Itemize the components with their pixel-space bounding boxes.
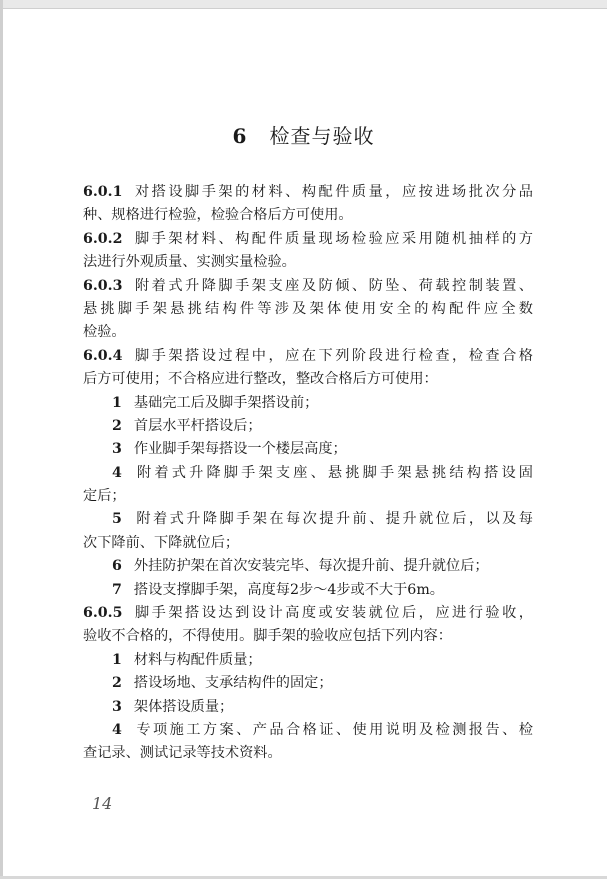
item-number: 5 xyxy=(112,511,122,528)
line-text: 法进行外观质量、实测实量检验。 xyxy=(83,254,296,271)
clause-line xyxy=(83,345,533,368)
text-line xyxy=(83,625,533,648)
line-text: 附着式升降脚手架支座及防倾、防坠、荷载控制装置、 xyxy=(132,277,533,294)
text-line xyxy=(83,485,533,508)
line-text: 脚手架搭设达到设计高度或安装就位后，应进行验收， xyxy=(132,605,533,622)
chapter-title: 检查与验收 xyxy=(269,124,375,148)
line-text: 脚手架材料、构配件质量现场检验应采用随机抽样的方 xyxy=(132,230,533,247)
line-text: 定后； xyxy=(83,488,126,505)
item-number: 1 xyxy=(112,394,122,411)
chapter-heading xyxy=(0,120,607,149)
text-line xyxy=(83,368,533,391)
item-number: 4 xyxy=(112,721,122,738)
line-text: 专项施工方案、产品合格证、使用说明及检测报告、检 xyxy=(133,721,533,738)
text-line xyxy=(83,251,533,274)
clause-line xyxy=(83,602,533,625)
clause-number: 6.0.2 xyxy=(83,230,123,247)
clause-line xyxy=(83,181,533,204)
item-number: 2 xyxy=(112,417,122,434)
list-item-line xyxy=(83,508,533,531)
text-line xyxy=(83,321,533,344)
list-item-line xyxy=(83,719,533,742)
item-number: 2 xyxy=(112,675,122,692)
scan-top-edge xyxy=(0,0,607,9)
item-number: 6 xyxy=(112,558,122,575)
list-item-line xyxy=(83,415,533,438)
line-text: 脚手架搭设过程中，应在下列阶段进行检查，检查合格 xyxy=(132,347,533,364)
text-line xyxy=(83,742,533,765)
line-text: 对搭设脚手架的材料、构配件质量，应按进场批次分品 xyxy=(132,184,533,200)
line-text: 种、规格进行检验，检验合格后方可使用。 xyxy=(83,207,353,224)
line-text: 后方可使用；不合格应进行整改，整改合格后方可使用： xyxy=(83,371,438,388)
line-text: 查记录、测试记录等技术资料。 xyxy=(83,745,282,762)
list-item-line xyxy=(83,672,533,695)
line-text: 外挂防护架在首次安装完毕、每次提升前、提升就位后； xyxy=(133,558,489,575)
line-text: 检验。 xyxy=(83,324,126,341)
clause-number: 6.0.5 xyxy=(83,605,123,622)
clause-number: 6.0.4 xyxy=(83,347,123,364)
line-text: 悬挑脚手架悬挑结构件等涉及架体使用安全的构配件应全数 xyxy=(83,300,533,317)
clause-line xyxy=(83,228,533,251)
clause-line xyxy=(83,275,533,298)
item-number: 3 xyxy=(112,698,122,715)
item-number: 3 xyxy=(112,441,122,458)
chapter-number: 6 xyxy=(232,124,248,148)
list-item-line xyxy=(83,392,533,415)
item-number: 1 xyxy=(112,651,122,668)
page-number: 14 xyxy=(92,794,113,813)
list-item-line xyxy=(83,462,533,485)
list-item-line xyxy=(83,579,533,602)
line-text: 首层水平杆搭设后； xyxy=(133,417,262,434)
text-line xyxy=(83,532,533,555)
line-text: 基础完工后及脚手架搭设前； xyxy=(133,394,319,411)
line-text: 附着式升降脚手架支座、悬挑脚手架悬挑结构搭设固 xyxy=(133,464,533,481)
line-text: 次下降前、下降就位后； xyxy=(83,534,240,551)
item-number: 7 xyxy=(112,581,122,598)
line-text: 验收不合格的，不得使用。脚手架的验收应包括下列内容： xyxy=(83,628,452,645)
list-item-line xyxy=(83,555,533,578)
line-text: 材料与构配件质量； xyxy=(133,651,262,668)
line-text: 作业脚手架每搭设一个楼层高度； xyxy=(133,441,347,458)
line-text: 附着式升降脚手架在每次提升前、提升就位后，以及每 xyxy=(133,511,533,528)
text-line xyxy=(83,204,533,227)
clause-body xyxy=(83,181,533,766)
clause-number: 6.0.1 xyxy=(83,184,123,200)
list-item-line xyxy=(83,696,533,719)
clause-number: 6.0.3 xyxy=(83,277,123,294)
line-text: 搭设场地、支承结构件的固定； xyxy=(133,675,333,692)
text-line xyxy=(83,298,533,321)
item-number: 4 xyxy=(112,464,122,481)
line-text: 搭设支撑脚手架，高度每2步～4步或不大于6m。 xyxy=(133,581,444,598)
line-text: 架体搭设质量； xyxy=(133,698,234,715)
list-item-line xyxy=(83,438,533,461)
list-item-line xyxy=(83,649,533,672)
